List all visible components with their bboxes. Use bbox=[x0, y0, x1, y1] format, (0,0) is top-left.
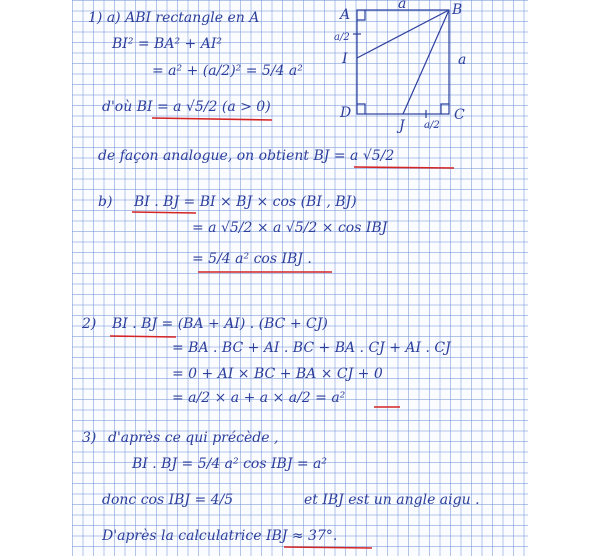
right-angle-d bbox=[357, 104, 365, 114]
part-1b-eq3: = 5/4 a² cos IBJ . bbox=[192, 251, 312, 267]
square-figure bbox=[334, 0, 466, 134]
point-j-label: J bbox=[399, 118, 405, 134]
vertex-d-label: D bbox=[340, 105, 352, 121]
point-i-label: I bbox=[342, 51, 348, 67]
square-abcd bbox=[357, 10, 449, 114]
part-2-eq3: = 0 + AI × BC + BA × CJ + 0 bbox=[172, 366, 383, 382]
right-angle-c bbox=[441, 104, 449, 114]
part-2 bbox=[81, 316, 452, 407]
right-angle-a bbox=[357, 10, 365, 20]
part-3-donc: donc cos IBJ = 4/5 bbox=[102, 492, 234, 508]
part-1a-eq1: BI² = BA² + AI² bbox=[112, 36, 222, 52]
segment-bi bbox=[357, 10, 449, 58]
bi-bj-underline-1b bbox=[132, 212, 196, 213]
part-3-eq1: BI . BJ = 5/4 a² cos IBJ = a² bbox=[132, 456, 328, 472]
graph-paper-sheet bbox=[72, 0, 528, 556]
part-2-eq4: = a/2 × a + a × a/2 = a² bbox=[172, 390, 346, 406]
bj-underline bbox=[354, 167, 454, 168]
part-2-eq2: = BA . BC + AI . BC + BA . CJ + AI . CJ bbox=[172, 340, 451, 356]
segment-bj bbox=[403, 10, 449, 114]
side-right-label: a bbox=[458, 52, 467, 68]
part-1a-eq2: = a² + (a/2)² = 5/4 a² bbox=[152, 63, 303, 79]
part-2-label: 2) bbox=[82, 316, 97, 332]
part-3-intro: d'après ce qui précède , bbox=[108, 430, 279, 446]
part-1a-conclusion: d'où BI = a √5/2 (a > 0) bbox=[102, 99, 271, 115]
part-1a-analog: de façon analogue, on obtient BJ = a √5/2 bbox=[98, 148, 395, 164]
part-1b bbox=[98, 194, 389, 272]
half-bottom-label: a/2 bbox=[424, 120, 440, 131]
part-3-aigu: et IBJ est un angle aigu . bbox=[304, 492, 480, 508]
part-1b-label: b) bbox=[98, 194, 113, 210]
part-3 bbox=[82, 430, 480, 548]
part-1b-eq2: = a √5/2 × a √5/2 × cos IBJ bbox=[192, 220, 388, 236]
part-2-eq1: BI . BJ = (BA + AI) . (BC + CJ) bbox=[112, 316, 328, 332]
side-top-label: a bbox=[398, 0, 407, 12]
angle-result-underline bbox=[284, 547, 372, 548]
vertex-c-label: C bbox=[454, 107, 465, 123]
bi-underline bbox=[152, 118, 272, 120]
bi-bj-underline-2 bbox=[110, 336, 176, 337]
vertex-a-label: A bbox=[340, 7, 351, 23]
handwriting-layer bbox=[72, 0, 528, 556]
part-1a bbox=[88, 10, 454, 168]
part-1b-eq1: BI . BJ = BI × BJ × cos (BI , BJ) bbox=[134, 194, 357, 210]
vertex-b-label: B bbox=[452, 2, 463, 18]
part-3-calc: D'après la calculatrice IBJ ≈ 37°. bbox=[102, 528, 338, 544]
half-left-label: a/2 bbox=[334, 32, 350, 43]
part-3-label: 3) bbox=[82, 430, 97, 446]
part-1a-title: 1) a) ABI rectangle en A bbox=[88, 10, 260, 26]
